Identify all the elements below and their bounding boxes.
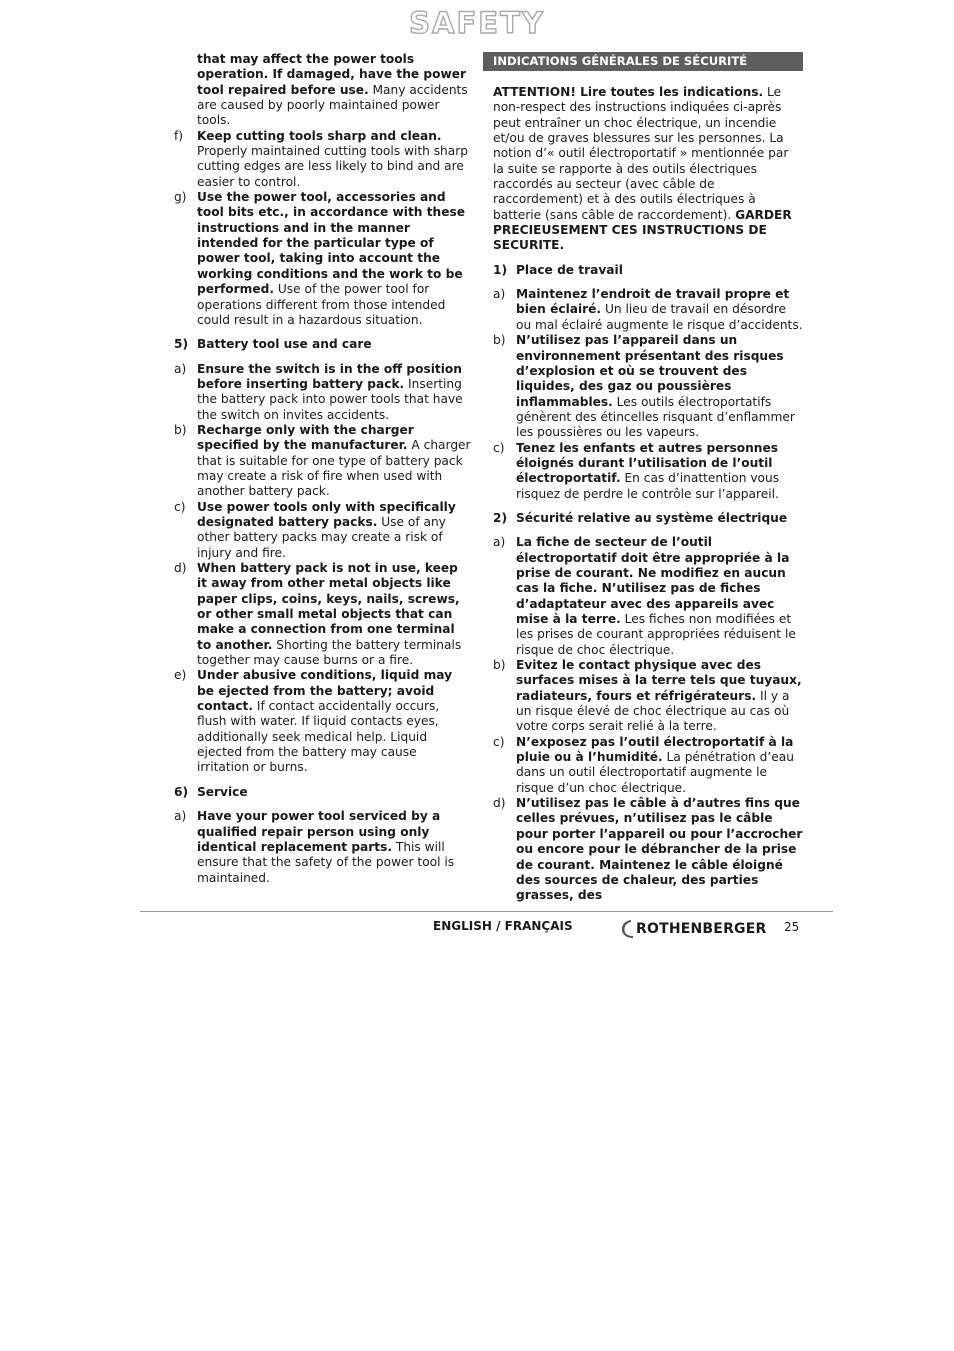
intro-text: Le non-respect des instructions indiquées ci-après peut entraîner un choc électrique, un incendie et/ou de graves blessures sur les personnes. La notion d’« outil électroportatif » mentionnée par la suite se rapporte à des outils électriques raccordés au secteur (avec câble de raccordement) et à des outils électriques à batterie (sans câble de raccordement).: [493, 85, 789, 222]
section-heading-service: [174, 785, 472, 800]
intro-paragraph: [483, 85, 803, 254]
section-title: Sécurité relative au système électrique: [516, 510, 788, 525]
list-item: [483, 658, 803, 735]
section-number: 6): [174, 784, 189, 799]
item-marker: a): [174, 361, 187, 376]
item-text: Use of any other battery packs may create a risk of injury and fire.: [197, 514, 446, 560]
right-column: [483, 52, 803, 904]
item-bold-text: Under abusive conditions, liquid may be ejected from the battery; avoid contact.: [197, 668, 453, 714]
item-text: En cas d’inattention vous risquez de perdre le contrôle sur l’appareil.: [516, 471, 780, 501]
page-number: 25: [784, 920, 800, 934]
section-banner: INDICATIONS GÉNÉRALES DE SÉCURITÉ: [483, 52, 803, 71]
section-heading-battery: [174, 337, 472, 352]
item-text: This will ensure that the safety of the power tool is maintained.: [197, 839, 455, 885]
item-marker: e): [174, 668, 187, 683]
section-number: 1): [493, 262, 508, 277]
item-marker: a): [174, 809, 187, 824]
item-bold-text: Use the power tool, accessories and tool bits etc., in accordance with these instructions and in the manner intended for the particular type of power tool, taking into account the working conditions and the work to be performed.: [197, 190, 466, 297]
list-item: [174, 668, 472, 775]
item-bold-text: La fiche de secteur de l’outil électroportatif doit être appropriée à la prise de courant. Ne modifiez en aucun cas la fiche. N’utilisez pas de fiches d’adaptateur avec des appareils avec mise à la terre.: [516, 535, 790, 626]
item-bold-text: that may affect the power tools operation. If damaged, have the power tool repaired before use.: [197, 52, 467, 97]
section-title: Place de travail: [516, 262, 623, 277]
item-text: If contact accidentally occurs, flush with water. If liquid contacts eyes, additionally seek medical help. Liquid ejected from the battery may cause irritation or burns.: [197, 699, 440, 775]
brand-name: ROTHENBERGER: [636, 921, 767, 937]
item-text: Shorting the battery terminals together may cause burns or a fire.: [197, 637, 462, 668]
brand-logo: [620, 917, 766, 941]
item-marker: d): [174, 561, 187, 575]
list-item: [483, 441, 803, 502]
list-item: [174, 561, 472, 668]
brand-swoosh-icon: [620, 919, 634, 939]
list-item: [483, 796, 803, 903]
item-bold-text: Recharge only with the charger specified by the manufacturer.: [197, 422, 414, 453]
item-marker: a): [493, 287, 506, 302]
item-marker: c): [493, 440, 505, 455]
section-title: Service: [197, 784, 248, 799]
item-text: Many accidents are caused by poorly maintained power tools.: [197, 82, 468, 128]
section-heading-electrical: [483, 511, 803, 526]
section-number: 5): [174, 337, 189, 352]
item-marker: a): [493, 535, 506, 550]
list-item: [483, 333, 803, 440]
item-marker: c): [174, 499, 186, 514]
item-marker: b): [493, 333, 506, 348]
section-heading-workplace: [483, 263, 803, 278]
list-item: [483, 287, 803, 333]
page-title: SAFETY: [409, 6, 545, 40]
list-item: [483, 735, 803, 796]
list-item: [174, 809, 472, 886]
item-marker: b): [174, 422, 187, 437]
footer-divider: [140, 911, 833, 912]
item-bold-text: Keep cutting tools sharp and clean.: [197, 128, 442, 143]
left-column: [174, 52, 472, 886]
intro-bold-text: ATTENTION! Lire toutes les indications.: [493, 85, 764, 99]
item-marker: d): [493, 796, 506, 811]
item-bold-text: N’utilisez pas le câble à d’autres fins que celles prévues, n’utilisez pas le câble pour porter l’appareil ou pour l’accrocher ou encore pour le débrancher de la prise de courant. Maintenez le câble éloigné des sources de chaleur, des parties grasses, des: [516, 796, 803, 903]
item-bold-text: N’exposez pas l’outil électroportatif à la pluie ou à l’humidité.: [516, 734, 794, 765]
item-text: Les outils électroportatifs génèrent des étincelles risquant d’enflammer les poussières ou les vapeurs.: [516, 394, 795, 440]
item-bold-text: Have your power tool serviced by a qualified repair person using only identical replacement parts.: [197, 809, 441, 854]
item-bold-text: Maintenez l’endroit de travail propre et bien éclairé.: [516, 287, 790, 317]
section-number: 2): [493, 510, 508, 525]
item-marker: b): [493, 658, 506, 673]
item-text: Inserting the battery pack into power tools that have the switch on invites accidents.: [197, 376, 463, 422]
list-item: [174, 362, 472, 423]
item-text: Use of the power tool for operations different from those intended could result in a hazardous situation.: [197, 282, 446, 327]
item-marker: g): [174, 190, 187, 205]
item-text: Les fiches non modifiées et les prises de courant appropriées réduisent le risque de choc électrique.: [516, 612, 796, 657]
list-item: [174, 129, 472, 190]
item-text: Il y a un risque élevé de choc électrique au cas où votre corps serait relié à la terre.: [516, 688, 790, 734]
continued-item: [174, 52, 472, 129]
section-title: Battery tool use and care: [197, 337, 372, 352]
item-bold-text: N’utilisez pas l’appareil dans un environnement présentant des risques d’explosion et où se trouvent des liquides, des gaz ou poussières inflammables.: [516, 333, 784, 409]
item-bold-text: Ensure the switch is in the off position before inserting battery pack.: [197, 361, 462, 391]
item-marker: f): [174, 128, 184, 143]
intro-bold-text-2: GARDER PRECIEUSEMENT CES INSTRUCTIONS DE SECURITE.: [493, 207, 792, 253]
footer-language: ENGLISH / FRANÇAIS: [433, 919, 573, 933]
item-bold-text: Tenez les enfants et autres personnes éloignés durant l’utilisation de l’outil électroportatif.: [516, 440, 778, 486]
item-text: Un lieu de travail en désordre ou mal éclairé augmente le risque d’accidents.: [516, 302, 803, 332]
item-bold-text: When battery pack is not in use, keep it away from other metal objects like paper clips, coins, keys, nails, screws, or other small metal objects that can make a connection from one terminal to another.: [197, 561, 460, 652]
list-item: [174, 500, 472, 561]
item-text: A charger that is suitable for one type of battery pack may create a risk of fire when used with another battery pack.: [197, 438, 471, 499]
list-item: [483, 535, 803, 658]
list-item: [174, 190, 472, 328]
item-marker: c): [493, 734, 505, 749]
item-text: La pénétration d’eau dans un outil électroportatif augmente le risque d’un choc électrique.: [516, 750, 794, 795]
item-bold-text: Evitez le contact physique avec des surfaces mises à la terre tels que tuyaux, radiateurs, fours et réfrigérateurs.: [516, 658, 802, 703]
item-bold-text: Use power tools only with specifically designated battery packs.: [197, 499, 456, 529]
list-item: [174, 423, 472, 500]
item-text: Properly maintained cutting tools with sharp cutting edges are less likely to bind and are easier to control.: [197, 144, 468, 189]
